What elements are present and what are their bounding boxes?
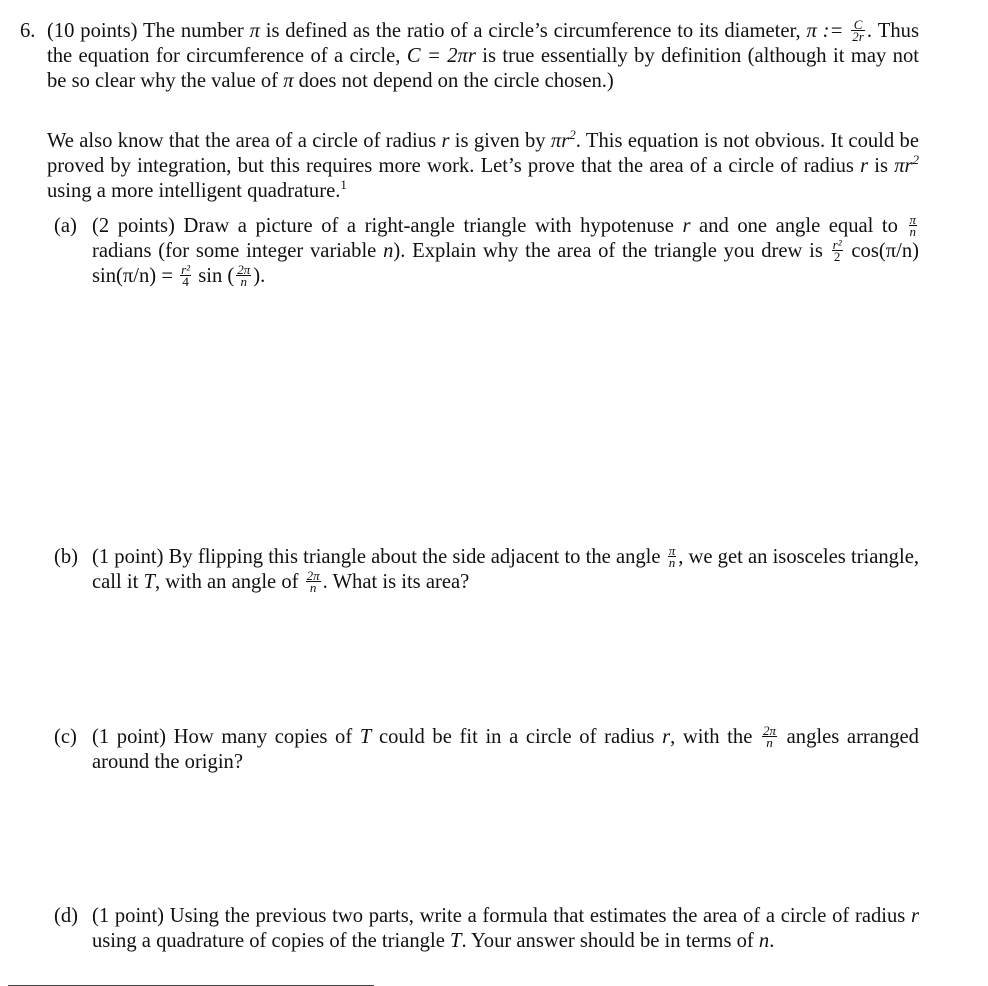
footnote-mark: 1 bbox=[340, 177, 347, 193]
c-over-2r-fraction: $\frac{C}{2r}$ bbox=[852, 16, 864, 44]
part-b-label: (b) bbox=[54, 546, 79, 568]
part-c-text: (1 point) How many copies of T could be fit in a circle of radius r, with the $\frac{2\pi}{n}$ angles arranged around the origin? bbox=[92, 722, 919, 773]
r2-over-4-fraction: $\frac{\text{r²}}{4}$ bbox=[181, 261, 191, 289]
question-points: (10 points) bbox=[47, 20, 138, 42]
r2-over-2-fraction: $\frac{\text{r²}}{2}$ bbox=[832, 236, 842, 264]
part-d-label: (d) bbox=[54, 905, 79, 927]
part-a-label: (a) bbox=[54, 215, 77, 237]
part-d-text: (1 point) Using the previous two parts, write a formula that estimates the area of a circle of radius r using a quadrature of copies of the triangle T. Your answer should be in terms of n. bbox=[92, 905, 920, 952]
2pi-over-n-fraction: $\frac{2\pi}{n}$ bbox=[237, 261, 251, 289]
area-paragraph: We also know that the area of a circle of radius r is given by $\pi r^2$. This equation is not obvious. It could be proved by integration, but this requires more work. Let’s prove that the area of a circle of radius r is $\pi r^2$ using a more intelligent quadrature.$^1$ bbox=[47, 127, 920, 202]
area-formula: cos(π/n) sin(π/n) = bbox=[92, 240, 919, 287]
part-a-text: (2 points) Draw a picture of a right-angle triangle with hypotenuse r and one angle equal to $\frac{\pi}{n}$ radians (for some integer variable n). Explain why the area of the triangle you drew is $\frac{\text{r²}}{2}$ cos(π/n) sin(π/n) = $\frac{\text{r²}}{4}$ sin ( $\frac{2\pi}{n}$ ). bbox=[92, 211, 919, 289]
question-number: 6. bbox=[20, 20, 36, 42]
circumference-equation: C = 2πr bbox=[406, 45, 476, 67]
part-b-text: (1 point) By flipping this triangle about the side adjacent to the angle $\frac{\pi}{n}$ , we get an isosceles triangle, call it T, with an angle of $\frac{2\pi}{n}$ . What is its area? bbox=[92, 542, 919, 595]
part-c-label: (c) bbox=[54, 726, 77, 748]
intro-paragraph: (10 points) The number π is defined as the ratio of a circle’s circumference to its diameter, π := $\frac{C}{2r}$ . Thus the equation for circumference of a circle, C = 2πr is true essentially by definition (although it may not be so clear why the value of π does not depend on the circle chosen.) bbox=[47, 16, 919, 92]
pi-over-n-fraction: $\frac{\pi}{n}$ bbox=[909, 211, 917, 239]
pi-definition: π := bbox=[806, 20, 844, 42]
area-expression: $\pi r^2$ bbox=[550, 127, 576, 152]
